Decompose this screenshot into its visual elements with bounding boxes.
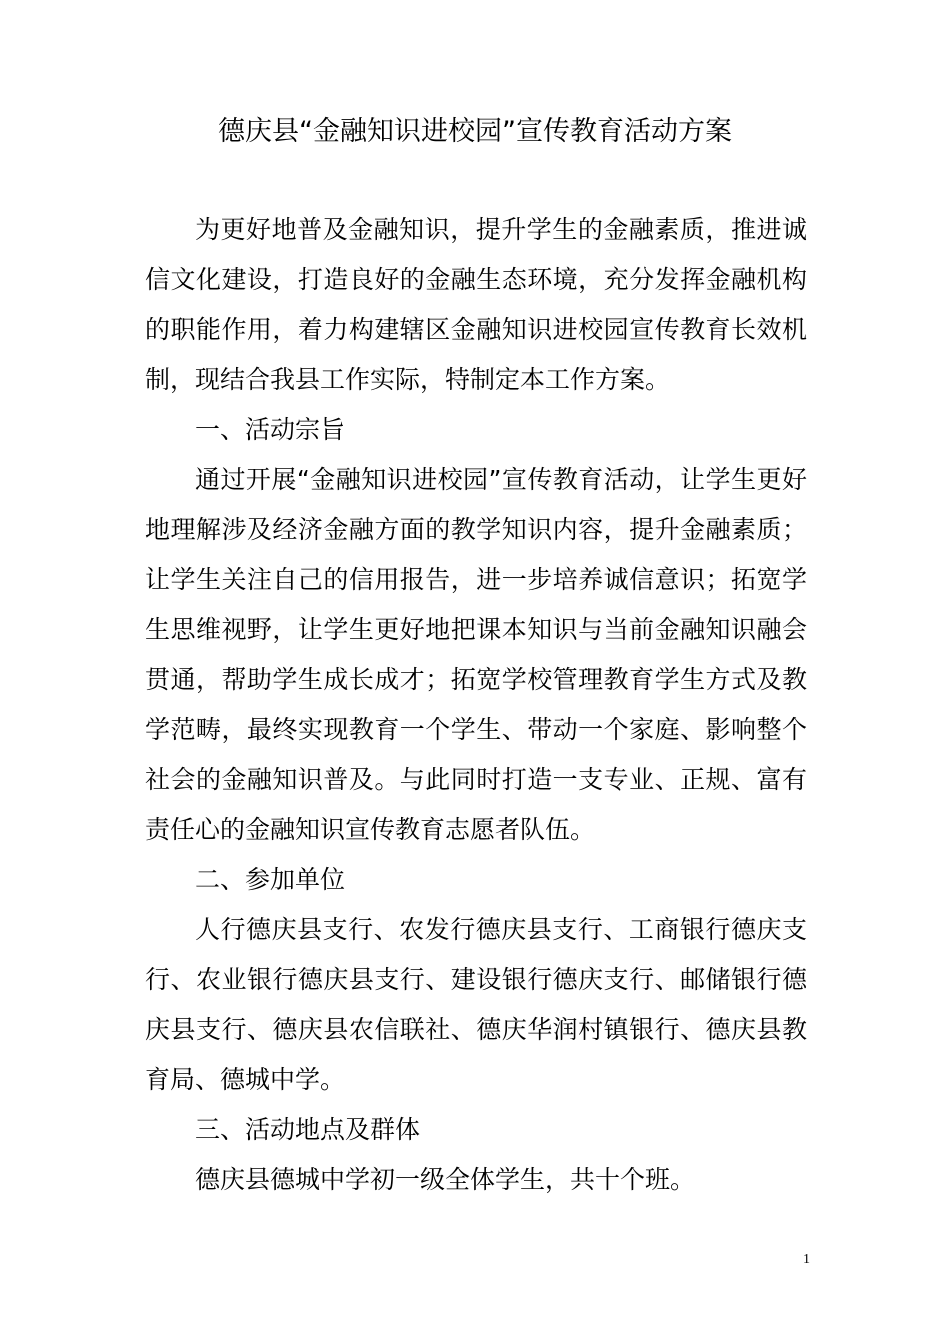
section-heading-location: 三、活动地点及群体 bbox=[195, 1115, 421, 1144]
document-body bbox=[145, 205, 807, 1205]
intro-paragraph: 为更好地普及金融知识，提升学生的金融素质，推进诚信文化建设，打造良好的金融生态环境，充分发挥金融机构的职能作用，着力构建辖区金融知识进校园宣传教育长效机制，现结合我县工作实际，特制定本工作方案。 bbox=[145, 215, 807, 394]
section-body-purpose: 通过开展“金融知识进校园”宣传教育活动，让学生更好地理解涉及经济金融方面的教学知识内容，提升金融素质；让学生关注自己的信用报告，进一步培养诚信意识；拓宽学生思维视野，让学生更好地把课本知识与当前金融知识融会贯通，帮助学生成长成才；拓宽学校管理教育学生方式及教学范畴，最终实现教育一个学生、带动一个家庭、影响整个社会的金融知识普及。与此同时打造一支专业、正规、富有责任心的金融知识宣传教育志愿者队伍。 bbox=[145, 465, 807, 844]
section-heading-purpose: 一、活动宗旨 bbox=[195, 415, 346, 444]
page-number: 1 bbox=[803, 1252, 810, 1267]
section-heading-participants: 二、参加单位 bbox=[195, 865, 346, 894]
document-title: 德庆县“金融知识进校园”宣传教育活动方案 bbox=[218, 116, 732, 147]
section-body-participants: 人行德庆县支行、农发行德庆县支行、工商银行德庆支行、农业银行德庆县支行、建设银行德庆支行、邮储银行德庆县支行、德庆县农信联社、德庆华润村镇银行、德庆县教育局、德城中学。 bbox=[145, 915, 807, 1094]
section-body-location: 德庆县德城中学初一级全体学生，共十个班。 bbox=[195, 1165, 696, 1194]
